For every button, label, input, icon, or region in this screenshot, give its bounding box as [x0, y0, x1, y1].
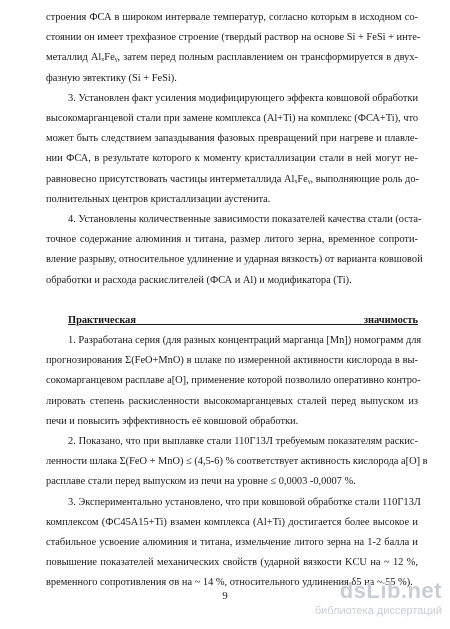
text-line: высокомарганцевой стали при замене комплекса (Al+Ti) на комплекс (ФСА+Ti), что — [46, 113, 419, 125]
text-line: фазную эвтектику (Si + FeSi). — [46, 72, 177, 84]
text-line: равновесно присутствовать частицы интерметаллида AlₓFeᵧ, выполняющие роль до- — [46, 173, 419, 185]
text-line: 3. Установлен факт усиления модифицирующего эффекта ковшовой обработки — [68, 92, 419, 104]
text-line: повышение показателей механических свойств (ударной вязкости KCU на ~ 12 %, — [46, 557, 418, 569]
text-line: обработки и расхода раскислителей (ФСА и Al) и модификатора (Ti). — [46, 274, 352, 286]
text-line: расплаве стали перед выпуском из печи на уровне ≤ 0,0003 -0,0007 %. — [46, 476, 356, 488]
section-heading: Практическая значимость — [68, 314, 418, 326]
text-line: прогнозирования Σ(FeO+MnO) в шлаке по измеренной активности кислорода в вы- — [46, 355, 418, 367]
watermark-logo: dsLib.net — [339, 578, 442, 603]
text-line: стабильное усвоение алюминия и титана, измельчение литого зерна на 1-2 балла и — [46, 537, 418, 549]
watermark-tagline: библиотека диссертаций — [314, 605, 442, 617]
text-line: 3. Экспериментально установлено, что при ковшовой обработке стали 110Г13Л — [68, 496, 421, 508]
text-line: точное содержание алюминия и титана, размер литого зерна, временное сопроти- — [46, 234, 418, 246]
page-number: 9 — [222, 590, 228, 602]
text-line: может быть следствием запаздывания фазовых превращений при нагреве и плавле- — [46, 133, 418, 145]
text-line: 1. Разработана серия (для разных концентраций марганца [Mn]) номограмм для — [68, 335, 422, 347]
text-line: нии ФСА, в результате которого к моменту кристаллизации стали в ней могут не- — [46, 153, 418, 165]
text-line — [46, 291, 418, 311]
text-line: печи и повысить эффективность её ковшовой обработки. — [46, 415, 299, 427]
watermark — [292, 578, 442, 622]
text-line: сокомарганцевом расплаве a[O], применение которой позволило оперативно контро- — [46, 375, 421, 387]
text-line: комплексом (ФС45А15+Ti) взамен комплекса (Al+Ti) достигается более высокое и — [46, 516, 418, 528]
text-line: лировать степень раскисленности высокомарганцевых сталей перед выпуском из — [46, 395, 418, 407]
text-line: стоянии он имеет трехфазное строение (твердый раствор на основе Si + FeSi + интe- — [46, 32, 421, 44]
text-line: ленности шлака Σ(FeO + MnO) ≤ (4,5-6) % соответствует активность кислорода a[O] в — [46, 456, 428, 468]
text-line: вление разрыву, относительное удлинение и ударная вязкость) от варианта ковшовой — [46, 254, 423, 266]
text-line: 2. Показано, что при выплавке стали 110Г13Л требуемым показателям раскис- — [68, 436, 418, 448]
text-line: строения ФСА в широком интервале температур, согласно которым в исходном со- — [46, 12, 418, 23]
text-line: металлид AlₓFeᵧ, затем перед полным расплавлением он трансформируется в двух- — [46, 52, 418, 64]
text-line: 4. Установлены количественные зависимости показателей качества стали (остa- — [68, 214, 422, 226]
text-line: полнительных центров кристаллизации аустенита. — [46, 193, 271, 205]
text-line: временного сопротивления σв на ~ 14 %, относительного удлинения δ5 на ~ 55 %). — [46, 577, 413, 589]
